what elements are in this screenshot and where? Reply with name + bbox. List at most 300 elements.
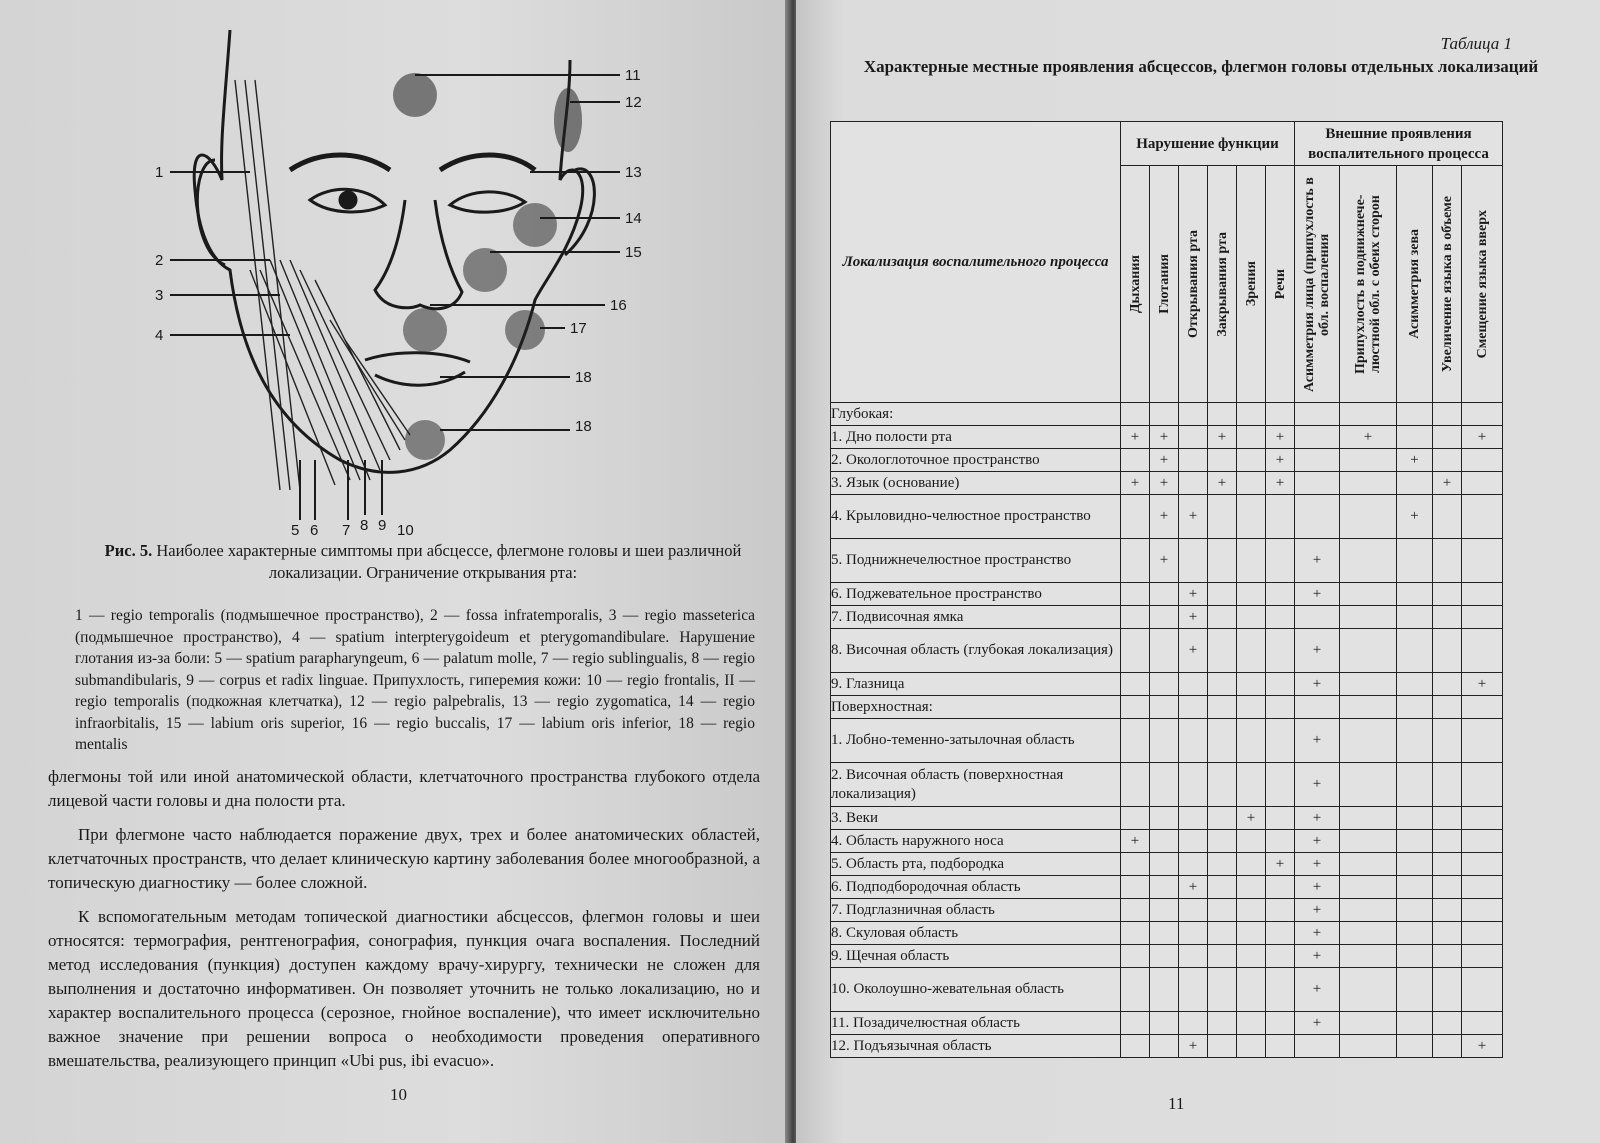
mark-cell: + bbox=[1295, 807, 1340, 830]
table-row bbox=[831, 606, 1503, 629]
mark-cell bbox=[1208, 853, 1237, 876]
empty-cell bbox=[1237, 403, 1266, 426]
mark-cell bbox=[1208, 807, 1237, 830]
mark-cell bbox=[1150, 1012, 1179, 1035]
mark-cell bbox=[1340, 945, 1397, 968]
column-header-label: Зрения bbox=[1243, 261, 1259, 307]
mark-cell bbox=[1150, 763, 1179, 807]
mark-cell bbox=[1237, 583, 1266, 606]
mark-cell bbox=[1462, 719, 1503, 763]
external-group-header: Внешние проявления воспалительного процесса bbox=[1295, 122, 1503, 166]
mark-cell bbox=[1397, 583, 1433, 606]
mark-cell bbox=[1208, 606, 1237, 629]
mark-cell bbox=[1208, 968, 1237, 1012]
mark-cell bbox=[1462, 583, 1503, 606]
mark-cell bbox=[1179, 922, 1208, 945]
mark-cell bbox=[1150, 899, 1179, 922]
mark-cell bbox=[1462, 763, 1503, 807]
mark-cell bbox=[1295, 1035, 1340, 1058]
mark-cell bbox=[1179, 968, 1208, 1012]
mark-cell bbox=[1433, 830, 1462, 853]
mark-cell: + bbox=[1295, 1012, 1340, 1035]
mark-cell bbox=[1150, 606, 1179, 629]
mark-cell bbox=[1266, 807, 1295, 830]
row-name: 3. Язык (основание) bbox=[831, 472, 1121, 495]
row-name: 4. Область наружного носа bbox=[831, 830, 1121, 853]
empty-cell bbox=[1121, 696, 1150, 719]
mark-cell bbox=[1295, 472, 1340, 495]
paragraph: К вспомогательным методам топической диагностики абсцессов, флегмон головы и шеи относятся: термография, рентгенография, сонография, пункция очага воспаления. Последний метод исследования (пункция) доступен каждому врачу-хирургу, технически не сложен для выполнения и достаточно информативен. Он позволяет уточнить не только локализацию, но и характер воспалительного процесса (серозное, гнойное воспаление), что имеет исключительно важное значение при решении вопроса о необходимости проведения оперативного вмешательства, реализующего принцип «Ubi pus, ibi evacuo». bbox=[48, 907, 760, 1070]
figure-label: 3 bbox=[155, 287, 164, 304]
mark-cell: + bbox=[1295, 629, 1340, 673]
mark-cell bbox=[1208, 539, 1237, 583]
mark-cell: + bbox=[1295, 673, 1340, 696]
mark-cell bbox=[1237, 719, 1266, 763]
mark-cell bbox=[1150, 629, 1179, 673]
empty-cell bbox=[1179, 696, 1208, 719]
figure-label: 13 bbox=[625, 164, 642, 181]
mark-cell bbox=[1266, 1035, 1295, 1058]
mark-cell: + bbox=[1295, 853, 1340, 876]
mark-cell bbox=[1121, 1035, 1150, 1058]
mark-cell: + bbox=[1295, 968, 1340, 1012]
table-title: Характерные местные проявления абсцессов, флегмон головы отдельных локализаций bbox=[863, 57, 1539, 76]
table-row bbox=[831, 426, 1503, 449]
empty-cell bbox=[1179, 403, 1208, 426]
row-name: 5. Область рта, подбородка bbox=[831, 853, 1121, 876]
mark-cell bbox=[1179, 673, 1208, 696]
section-row bbox=[831, 403, 1503, 426]
localization-header: Локализация воспалительного процесса bbox=[831, 122, 1121, 403]
mark-cell bbox=[1208, 583, 1237, 606]
figure-caption bbox=[88, 540, 758, 584]
row-name: 2. Височная область (поверхностная локализация) bbox=[831, 763, 1121, 807]
mark-cell bbox=[1340, 449, 1397, 472]
mark-cell bbox=[1150, 853, 1179, 876]
mark-cell bbox=[1295, 426, 1340, 449]
column-header bbox=[1150, 166, 1179, 403]
empty-cell bbox=[1121, 403, 1150, 426]
mark-cell bbox=[1179, 807, 1208, 830]
column-header-label: Глотания bbox=[1156, 254, 1172, 314]
empty-cell bbox=[1433, 696, 1462, 719]
column-header-label: Смещение языка вверх bbox=[1474, 209, 1490, 359]
figure-label: 16 bbox=[610, 297, 627, 314]
mark-cell bbox=[1397, 539, 1433, 583]
mark-cell bbox=[1266, 583, 1295, 606]
mark-cell bbox=[1121, 807, 1150, 830]
column-header-label: Асимметрия лица (припухлость в обл. воспаления bbox=[1302, 176, 1332, 392]
face-diagram bbox=[150, 20, 690, 540]
row-name: 1. Лобно-теменно-затылочная область bbox=[831, 719, 1121, 763]
mark-cell bbox=[1121, 876, 1150, 899]
row-name: 12. Подъязычная область bbox=[831, 1035, 1121, 1058]
mark-cell: + bbox=[1266, 472, 1295, 495]
figure-label: 12 bbox=[625, 94, 642, 111]
mark-cell bbox=[1397, 899, 1433, 922]
mark-cell bbox=[1208, 673, 1237, 696]
mark-cell bbox=[1121, 719, 1150, 763]
figure-label: 1 bbox=[155, 164, 164, 181]
figure-label: 7 bbox=[342, 522, 351, 539]
mark-cell bbox=[1208, 495, 1237, 539]
mark-cell bbox=[1237, 922, 1266, 945]
table-row bbox=[831, 945, 1503, 968]
mark-cell bbox=[1266, 763, 1295, 807]
mark-cell bbox=[1340, 539, 1397, 583]
paragraph: флегмоны той или иной анатомической области, клетчаточного пространства глубокого отдела лицевой части головы и дна полости рта. bbox=[48, 767, 760, 810]
mark-cell: + bbox=[1150, 449, 1179, 472]
mark-cell bbox=[1208, 922, 1237, 945]
mark-cell bbox=[1150, 673, 1179, 696]
mark-cell bbox=[1121, 853, 1150, 876]
mark-cell bbox=[1237, 495, 1266, 539]
mark-cell bbox=[1150, 922, 1179, 945]
column-header-label: Открывания рта bbox=[1185, 230, 1201, 338]
mark-cell: + bbox=[1150, 426, 1179, 449]
mark-cell bbox=[1433, 763, 1462, 807]
mark-cell bbox=[1150, 1035, 1179, 1058]
table-row bbox=[831, 876, 1503, 899]
column-header-label: Асимметрия зева bbox=[1407, 229, 1422, 339]
mark-cell: + bbox=[1179, 495, 1208, 539]
empty-cell bbox=[1397, 696, 1433, 719]
mark-cell bbox=[1340, 472, 1397, 495]
mark-cell bbox=[1150, 830, 1179, 853]
mark-cell bbox=[1433, 945, 1462, 968]
body-text bbox=[48, 765, 760, 1073]
figure-legend: 1 — regio temporalis (подмышечное пространство), 2 — fossa infratemporalis, 3 — regio masseterica (подмышечное пространство), 4 — spatium interpterygoideum et pterygomandibulare. Нарушение глотания из-за боли: 5 — spatium parapharyngeum, 6 — palatum molle, 7 — regio sublingualis, 8 — regio submandibularis, 9 — corpus et radix linguae. Припухлость, гиперемия кожи: 10 — regio frontalis, II — regio temporalis (подкожная клетчатка), 12 — regio palpebralis, 13 — regio zygomatica, 14 — regio infraorbitalis, 15 — labium oris superior, 16 — regio buccalis, 17 — labium oris inferior, 18 — regio mentalis bbox=[75, 607, 755, 753]
mark-cell bbox=[1462, 945, 1503, 968]
column-header bbox=[1121, 166, 1150, 403]
page-number-right: 11 bbox=[1168, 1094, 1185, 1113]
row-name: 9. Глазница bbox=[831, 673, 1121, 696]
column-header bbox=[1179, 166, 1208, 403]
mark-cell: + bbox=[1433, 472, 1462, 495]
mark-cell: + bbox=[1121, 830, 1150, 853]
column-header bbox=[1295, 166, 1340, 403]
caption-text: Наиболее характерные симптомы при абсцессе, флегмоне головы и шеи различной локализации. Ограничение открывания рта: bbox=[156, 541, 742, 582]
mark-cell bbox=[1340, 968, 1397, 1012]
figure-label: 14 bbox=[625, 210, 642, 227]
mark-cell bbox=[1397, 830, 1433, 853]
mark-cell bbox=[1462, 876, 1503, 899]
mark-cell bbox=[1462, 539, 1503, 583]
table-row bbox=[831, 673, 1503, 696]
column-header bbox=[1397, 166, 1433, 403]
mark-cell bbox=[1433, 673, 1462, 696]
mark-cell bbox=[1462, 830, 1503, 853]
mark-cell bbox=[1121, 583, 1150, 606]
row-name: 4. Крыловидно-челюстное пространство bbox=[831, 495, 1121, 539]
mark-cell bbox=[1237, 673, 1266, 696]
mark-cell bbox=[1208, 876, 1237, 899]
table-row bbox=[831, 629, 1503, 673]
mark-cell bbox=[1433, 449, 1462, 472]
figure-label: 9 bbox=[378, 517, 387, 534]
mark-cell bbox=[1237, 945, 1266, 968]
mark-cell bbox=[1340, 1035, 1397, 1058]
mark-cell bbox=[1237, 629, 1266, 673]
mark-cell bbox=[1462, 495, 1503, 539]
row-name: 9. Щечная область bbox=[831, 945, 1121, 968]
mark-cell bbox=[1121, 922, 1150, 945]
table-row bbox=[831, 539, 1503, 583]
mark-cell bbox=[1179, 1012, 1208, 1035]
table-row bbox=[831, 968, 1503, 1012]
mark-cell bbox=[1150, 945, 1179, 968]
section-title: Поверхностная: bbox=[831, 696, 1121, 719]
empty-cell bbox=[1150, 403, 1179, 426]
mark-cell bbox=[1340, 807, 1397, 830]
mark-cell bbox=[1462, 629, 1503, 673]
left-page bbox=[0, 0, 790, 1143]
mark-cell bbox=[1266, 876, 1295, 899]
figure-label: 6 bbox=[310, 522, 319, 539]
mark-cell bbox=[1266, 922, 1295, 945]
mark-cell: + bbox=[1295, 583, 1340, 606]
table-row bbox=[831, 807, 1503, 830]
mark-cell bbox=[1340, 853, 1397, 876]
mark-cell: + bbox=[1208, 472, 1237, 495]
mark-cell bbox=[1340, 876, 1397, 899]
mark-cell: + bbox=[1295, 922, 1340, 945]
mark-cell bbox=[1266, 830, 1295, 853]
paragraph: При флегмоне часто наблюдается поражение двух, трех и более анатомических областей, клетчаточных пространств, что делает клиническую картину заболевания более многообразной, а топическую диагностику — более сложной. bbox=[48, 825, 760, 892]
empty-cell bbox=[1462, 403, 1503, 426]
column-header bbox=[1208, 166, 1237, 403]
mark-cell bbox=[1433, 807, 1462, 830]
mark-cell: + bbox=[1397, 449, 1433, 472]
mark-cell bbox=[1179, 426, 1208, 449]
mark-cell: + bbox=[1295, 763, 1340, 807]
mark-cell bbox=[1208, 449, 1237, 472]
mark-cell: + bbox=[1208, 426, 1237, 449]
column-header-label: Дыхания bbox=[1127, 254, 1143, 314]
mark-cell bbox=[1433, 876, 1462, 899]
column-header-label: Припухлость в поднижнечелюстной обл. с обеих сторон bbox=[1353, 194, 1383, 374]
mark-cell bbox=[1237, 606, 1266, 629]
mark-cell bbox=[1121, 539, 1150, 583]
table-row bbox=[831, 449, 1503, 472]
mark-cell bbox=[1397, 719, 1433, 763]
section-row bbox=[831, 696, 1503, 719]
mark-cell bbox=[1462, 968, 1503, 1012]
mark-cell bbox=[1150, 807, 1179, 830]
mark-cell bbox=[1179, 899, 1208, 922]
table-body bbox=[831, 403, 1503, 1058]
face-illustration bbox=[150, 20, 690, 540]
mark-cell bbox=[1266, 606, 1295, 629]
mark-cell bbox=[1121, 1012, 1150, 1035]
figure-label: 2 bbox=[155, 252, 164, 269]
figure-label: 10 bbox=[397, 522, 414, 539]
mark-cell bbox=[1433, 539, 1462, 583]
caption-title: Рис. 5. bbox=[104, 541, 153, 560]
column-header bbox=[1433, 166, 1462, 403]
mark-cell bbox=[1266, 1012, 1295, 1035]
row-name: 8. Скуловая область bbox=[831, 922, 1121, 945]
mark-cell: + bbox=[1462, 426, 1503, 449]
mark-cell bbox=[1121, 449, 1150, 472]
figure-label: 18 bbox=[575, 418, 592, 435]
mark-cell bbox=[1121, 763, 1150, 807]
mark-cell: + bbox=[1150, 539, 1179, 583]
mark-cell: + bbox=[1340, 426, 1397, 449]
table-row bbox=[831, 1012, 1503, 1035]
mark-cell: + bbox=[1295, 899, 1340, 922]
mark-cell bbox=[1150, 968, 1179, 1012]
mark-cell bbox=[1237, 899, 1266, 922]
symptoms-table bbox=[830, 121, 1503, 1058]
mark-cell bbox=[1340, 899, 1397, 922]
section-title: Глубокая: bbox=[831, 403, 1121, 426]
mark-cell bbox=[1237, 853, 1266, 876]
mark-cell bbox=[1340, 830, 1397, 853]
mark-cell bbox=[1237, 426, 1266, 449]
mark-cell bbox=[1266, 899, 1295, 922]
function-group-header: Нарушение функции bbox=[1121, 122, 1295, 166]
figure-label: 11 bbox=[625, 67, 641, 84]
mark-cell: + bbox=[1179, 876, 1208, 899]
mark-cell: + bbox=[1295, 830, 1340, 853]
mark-cell bbox=[1208, 1035, 1237, 1058]
mark-cell bbox=[1462, 606, 1503, 629]
mark-cell bbox=[1237, 449, 1266, 472]
mark-cell: + bbox=[1179, 583, 1208, 606]
mark-cell bbox=[1433, 1035, 1462, 1058]
mark-cell: + bbox=[1397, 495, 1433, 539]
empty-cell bbox=[1208, 696, 1237, 719]
figure-label: 17 bbox=[570, 320, 587, 337]
mark-cell bbox=[1179, 719, 1208, 763]
mark-cell bbox=[1462, 922, 1503, 945]
mark-cell bbox=[1340, 606, 1397, 629]
mark-cell bbox=[1462, 449, 1503, 472]
mark-cell bbox=[1237, 968, 1266, 1012]
mark-cell bbox=[1121, 945, 1150, 968]
table-row bbox=[831, 719, 1503, 763]
mark-cell: + bbox=[1266, 853, 1295, 876]
column-header-label: Закрывания рта bbox=[1214, 231, 1230, 337]
row-name: 10. Околоушно-жевательная область bbox=[831, 968, 1121, 1012]
mark-cell bbox=[1462, 1012, 1503, 1035]
table-row bbox=[831, 853, 1503, 876]
mark-cell bbox=[1340, 583, 1397, 606]
mark-cell bbox=[1121, 629, 1150, 673]
figure-label: 5 bbox=[291, 522, 300, 539]
mark-cell bbox=[1179, 830, 1208, 853]
table-row bbox=[831, 1035, 1503, 1058]
empty-cell bbox=[1266, 696, 1295, 719]
mark-cell bbox=[1397, 968, 1433, 1012]
mark-cell bbox=[1237, 1035, 1266, 1058]
mark-cell bbox=[1179, 472, 1208, 495]
empty-cell bbox=[1340, 696, 1397, 719]
figure-label: 8 bbox=[360, 517, 369, 534]
row-name: 5. Поднижнечелюстное пространство bbox=[831, 539, 1121, 583]
mark-cell bbox=[1121, 673, 1150, 696]
table-row bbox=[831, 495, 1503, 539]
mark-cell bbox=[1433, 583, 1462, 606]
mark-cell bbox=[1433, 899, 1462, 922]
mark-cell: + bbox=[1295, 539, 1340, 583]
mark-cell bbox=[1397, 1035, 1433, 1058]
mark-cell bbox=[1433, 853, 1462, 876]
mark-cell bbox=[1208, 719, 1237, 763]
empty-cell bbox=[1295, 403, 1340, 426]
mark-cell bbox=[1179, 539, 1208, 583]
mark-cell bbox=[1237, 472, 1266, 495]
row-name: 8. Височная область (глубокая локализация) bbox=[831, 629, 1121, 673]
table-row bbox=[831, 472, 1503, 495]
mark-cell bbox=[1208, 629, 1237, 673]
mark-cell bbox=[1266, 673, 1295, 696]
table-row bbox=[831, 899, 1503, 922]
mark-cell bbox=[1150, 876, 1179, 899]
mark-cell bbox=[1237, 1012, 1266, 1035]
mark-cell: + bbox=[1179, 606, 1208, 629]
mark-cell: + bbox=[1295, 945, 1340, 968]
mark-cell: + bbox=[1266, 426, 1295, 449]
figure-label: 15 bbox=[625, 244, 642, 261]
mark-cell bbox=[1462, 472, 1503, 495]
mark-cell bbox=[1295, 606, 1340, 629]
mark-cell bbox=[1237, 876, 1266, 899]
mark-cell bbox=[1340, 922, 1397, 945]
mark-cell bbox=[1433, 719, 1462, 763]
mark-cell bbox=[1397, 426, 1433, 449]
mark-cell bbox=[1237, 830, 1266, 853]
mark-cell: + bbox=[1179, 1035, 1208, 1058]
mark-cell bbox=[1433, 1012, 1462, 1035]
row-name: 1. Дно полости рта bbox=[831, 426, 1121, 449]
row-name: 6. Поджевательное пространство bbox=[831, 583, 1121, 606]
mark-cell bbox=[1340, 495, 1397, 539]
mark-cell bbox=[1397, 1012, 1433, 1035]
mark-cell bbox=[1397, 673, 1433, 696]
mark-cell bbox=[1433, 495, 1462, 539]
row-name: 11. Позадичелюстная область bbox=[831, 1012, 1121, 1035]
mark-cell bbox=[1397, 876, 1433, 899]
column-header bbox=[1237, 166, 1266, 403]
page-number-left: 10 bbox=[390, 1085, 407, 1104]
mark-cell bbox=[1433, 606, 1462, 629]
mark-cell bbox=[1397, 629, 1433, 673]
mark-cell bbox=[1340, 719, 1397, 763]
mark-cell bbox=[1433, 968, 1462, 1012]
column-header-label: Речи bbox=[1272, 268, 1288, 300]
mark-cell bbox=[1121, 495, 1150, 539]
mark-cell: + bbox=[1150, 472, 1179, 495]
mark-cell bbox=[1237, 763, 1266, 807]
mark-cell bbox=[1397, 763, 1433, 807]
row-name: 7. Подвисочная ямка bbox=[831, 606, 1121, 629]
table-label: Таблица 1 bbox=[1440, 34, 1512, 53]
empty-cell bbox=[1397, 403, 1433, 426]
table-row bbox=[831, 763, 1503, 807]
mark-cell bbox=[1397, 853, 1433, 876]
mark-cell bbox=[1397, 807, 1433, 830]
mark-cell bbox=[1121, 968, 1150, 1012]
mark-cell bbox=[1340, 673, 1397, 696]
row-name: 3. Веки bbox=[831, 807, 1121, 830]
mark-cell bbox=[1266, 539, 1295, 583]
mark-cell: + bbox=[1179, 629, 1208, 673]
mark-cell: + bbox=[1237, 807, 1266, 830]
mark-cell bbox=[1208, 899, 1237, 922]
mark-cell bbox=[1266, 719, 1295, 763]
